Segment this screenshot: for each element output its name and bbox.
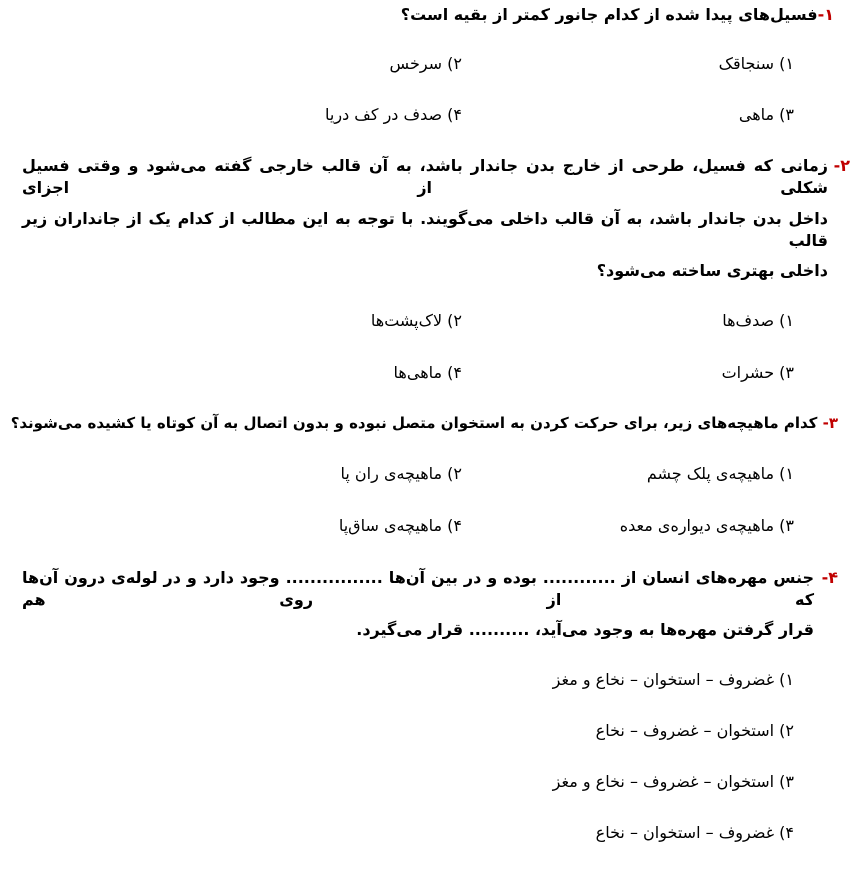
question-4-number: ۴- — [821, 568, 838, 587]
q3-option-4[interactable]: ۴) ماهیچه‌ی ساق‌پا — [338, 516, 462, 535]
question-4-number-wrap — [822, 567, 838, 589]
question-2-line-2: داخل بدن جاندار باشد، به آن قالب داخلی می‌گویند. با توجه به این مطالب از کدام یک از جانداران زیر قالب — [22, 209, 828, 250]
q2-option-3[interactable]: ۳) حشرات — [721, 363, 794, 382]
q4-option-4[interactable]: ۴) غضروف – استخوان – نخاع — [595, 823, 794, 842]
question-4-line-1: جنس مهره‌های انسان از ............ بوده و در بین آن‌ها ................ وجود دارد و در لوله‌ی درون آن‌ها که از روی هم — [22, 568, 814, 609]
question-4-line-2: قرار گرفتن مهره‌ها به وجود می‌آید، .......... قرار می‌گیرد. — [356, 620, 814, 639]
question-3-number: ۳- — [822, 414, 838, 432]
q2-option-2[interactable]: ۲) لاک‌پشت‌ها — [370, 311, 462, 330]
question-3 — [11, 412, 838, 434]
q3-option-3[interactable]: ۳) ماهیچه‌ی دیواره‌ی معده — [619, 516, 794, 535]
q4-option-1[interactable]: ۱) غضروف – استخوان – نخاع و مغز — [552, 670, 794, 689]
q1-option-2[interactable]: ۲) سرخس — [389, 54, 462, 73]
question-1-number: ۱- — [817, 5, 834, 24]
q4-option-2[interactable]: ۲) استخوان – غضروف – نخاع — [595, 721, 794, 740]
q3-option-2[interactable]: ۲) ماهیچه‌ی ران پا — [340, 464, 462, 483]
q1-option-1[interactable]: ۱) سنجاقک — [718, 54, 794, 73]
q2-option-4[interactable]: ۴) ماهی‌ها — [393, 363, 462, 382]
question-2-number-wrap — [834, 155, 850, 177]
question-2-number: ۲- — [833, 156, 850, 175]
question-2-line-3: داخلی بهتری ساخته می‌شود؟ — [596, 261, 828, 280]
q1-option-4[interactable]: ۴) صدف در کف دریا — [325, 105, 462, 124]
q1-option-3[interactable]: ۳) ماهی — [738, 105, 794, 124]
q2-option-1[interactable]: ۱) صدف‌ها — [722, 311, 794, 330]
question-1-text: فسیل‌های پیدا شده از کدام جانور کمتر از بقیه است؟ — [400, 5, 818, 24]
question-1 — [401, 4, 834, 26]
question-2-line-1: زمانی که فسیل، طرحی از خارج بدن جاندار باشد، به آن قالب خارجی گفته می‌شود و وقتی فسیل شکلی از اجزای — [22, 156, 828, 197]
question-3-text: کدام ماهیچه‌های زیر، برای حرکت کردن به استخوان متصل نبوده و بدون اتصال به آن کوتاه یا کشیده می‌شوند؟ — [10, 414, 818, 432]
q4-option-3[interactable]: ۳) استخوان – غضروف – نخاع و مغز — [552, 772, 794, 791]
q3-option-1[interactable]: ۱) ماهیچه‌ی پلک چشم — [646, 464, 794, 483]
